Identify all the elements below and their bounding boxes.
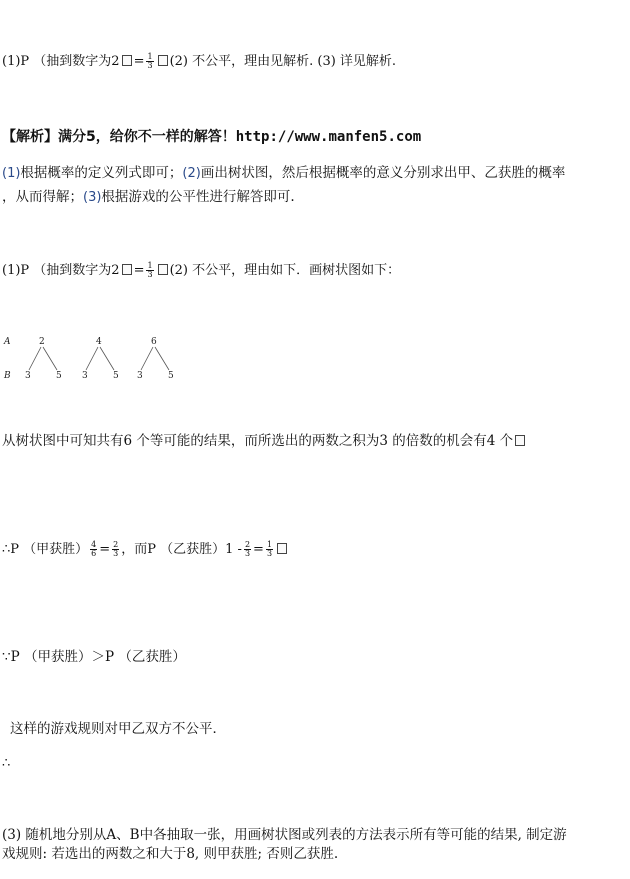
comparison-text: ∵P （甲获胜）＞P （乙获胜） [2,649,186,665]
answer-text-a: (1)P （抽到数字为2 [2,54,120,69]
conclusion-line [10,720,226,738]
fraction [146,262,153,279]
analysis-line-1 [2,162,565,185]
equals-sign: = [99,542,111,557]
missing-glyph-icon [122,264,132,275]
marker-3: (3) [83,190,102,205]
analysis-text-4: 根据游戏的公平性进行解答即可. [101,189,295,205]
fraction-denominator: 3 [244,549,251,558]
tree-leaf: 3 [25,371,31,381]
prob-text-b: ，而P （乙获胜）1 - [121,542,242,557]
part3-line-1 [2,826,567,844]
missing-glyph-icon [158,55,168,66]
equals-sign: = [253,542,264,557]
prob-text-a: ∴P （甲获胜） [2,542,89,557]
analysis-text-3: ，从而得解； [2,189,83,205]
fraction [146,53,153,70]
equals-sign: = [133,263,145,278]
heading-url: http://www.manfen5.com [235,129,422,145]
tree-row-label-a: A [4,337,11,347]
answer-text-b: (2) 不公平，理由如下．画树状图如下： [169,263,401,278]
tree-leaf: 5 [56,371,62,381]
result-line [2,432,527,450]
fraction-denominator: 3 [147,61,153,70]
tree-branch [86,347,98,370]
fraction-numerator: 1 [266,540,273,549]
fraction [112,541,119,558]
fraction [244,541,251,558]
comparison-line [2,648,186,666]
tree-branch [29,347,41,370]
answer-text-a: (1)P （抽到数字为2 [2,263,120,278]
tree-root-1: 2 [39,337,45,347]
answer-text-b: (2) 不公平，理由见解析. (3) 详见解析. [169,54,397,69]
result-text: 从树状图中可知共有6 个等可能的结果，而所选出的两数之积为3 的倍数的机会有4 个 [2,433,514,449]
tree-diagram [0,330,200,385]
fraction-numerator: 1 [147,52,153,61]
heading-label: 【解析】满分5，给你不一样的解答！ [2,129,236,145]
fraction [90,541,97,558]
tree-root-3: 6 [151,337,157,347]
analysis-heading [2,128,421,147]
analysis-text-2: 画出树状图，然后根据概率的意义分别求出甲、乙获胜的概率 [200,165,566,181]
probability-line [2,541,289,559]
analysis-line-2 [2,186,295,209]
fraction [266,541,273,558]
therefore-symbol: ∴ [2,756,11,771]
fraction-numerator: 2 [113,540,119,549]
missing-glyph-icon [515,435,525,446]
fraction-denominator: 3 [147,270,153,279]
marker-2: (2) [182,166,201,181]
tree-leaf: 3 [137,371,143,381]
tree-row-label-b: B [4,371,11,381]
therefore-line [2,755,10,773]
fraction-numerator: 4 [91,540,97,549]
fraction-denominator: 3 [113,549,119,558]
fraction-denominator: 3 [266,549,273,558]
marker-1: (1) [2,166,21,181]
answer-line-2 [2,262,400,280]
part3-text-1: (3) 随机地分别从A、B中各抽取一张，用画树状图或列表的方法表示所有等可能的结果, 制定游 [2,827,567,843]
missing-glyph-icon [277,543,287,554]
tree-branch [100,347,114,370]
answer-line-1 [2,53,396,71]
conclusion-text: 这样的游戏规则对甲乙双方不公平． [10,721,226,737]
tree-leaf: 5 [168,371,174,381]
fraction-numerator: 1 [147,261,153,270]
tree-branch [155,347,169,370]
analysis-text-1: 根据概率的定义列式即可； [20,165,183,181]
tree-leaf: 3 [82,371,88,381]
fraction-numerator: 2 [244,540,251,549]
tree-root-2: 4 [96,337,102,347]
part3-text-2: 戏规则: 若选出的两数之和大于8, 则甲获胜; 否则乙获胜. [2,846,339,862]
part3-line-2 [2,845,338,863]
tree-leaf: 5 [113,371,119,381]
fraction-denominator: 6 [91,549,97,558]
equals-sign: = [133,54,145,69]
missing-glyph-icon [158,264,168,275]
tree-branch [43,347,57,370]
missing-glyph-icon [122,55,132,66]
tree-branch [141,347,153,370]
